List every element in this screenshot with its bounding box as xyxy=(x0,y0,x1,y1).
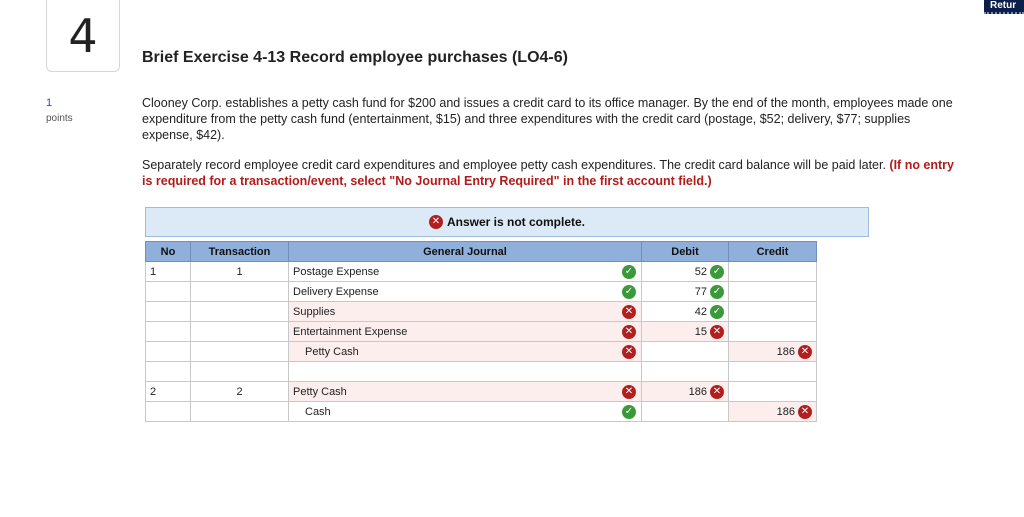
credit-value: 186 xyxy=(776,345,795,358)
answer-status-text: Answer is not complete. xyxy=(446,215,586,229)
check-circle-icon: ✓ xyxy=(622,285,636,299)
debit-value: 52 xyxy=(694,265,707,278)
journal-table xyxy=(145,241,817,422)
credit-field[interactable] xyxy=(729,382,817,402)
debit-field[interactable] xyxy=(642,282,729,302)
credit-field[interactable] xyxy=(729,282,817,302)
cell-transaction xyxy=(191,322,289,342)
cell-no: 1 xyxy=(146,262,191,282)
debit-field[interactable] xyxy=(642,322,729,342)
header-transaction: Transaction xyxy=(191,242,289,262)
cell-transaction xyxy=(191,282,289,302)
x-circle-icon: ✕ xyxy=(710,385,724,399)
account-field[interactable] xyxy=(289,342,642,362)
header-debit: Debit xyxy=(642,242,729,262)
account-field[interactable] xyxy=(289,282,642,302)
table-row xyxy=(146,382,817,402)
debit-value: 15 xyxy=(694,325,707,338)
x-circle-icon: ✕ xyxy=(622,325,636,339)
account-name: Petty Cash xyxy=(305,345,359,358)
table-row xyxy=(146,262,817,282)
cell-transaction xyxy=(191,302,289,322)
points-value: 1 xyxy=(46,97,53,109)
table-header-row xyxy=(146,242,817,262)
debit-value: 42 xyxy=(694,305,707,318)
cell-no xyxy=(146,282,191,302)
x-circle-icon: ✕ xyxy=(798,405,812,419)
cell-transaction: 2 xyxy=(191,382,289,402)
account-field[interactable] xyxy=(289,262,642,282)
exercise-paragraph-1: Clooney Corp. establishes a petty cash fund for $200 and issues a credit card to its office manager. By the end of the month, employees made one expenditure from the petty cash fund (entertainment, $15) and three expenditures with the credit card (postage, $52; delivery, $77; supplies expense, $42). xyxy=(142,96,953,142)
return-button[interactable]: Retur xyxy=(984,0,1024,14)
cell-transaction: 1 xyxy=(191,262,289,282)
check-circle-icon: ✓ xyxy=(710,305,724,319)
account-name: Supplies xyxy=(293,305,336,318)
points-label: points xyxy=(46,113,73,124)
debit-value: 77 xyxy=(694,285,707,298)
check-circle-icon: ✓ xyxy=(622,265,636,279)
cell-no xyxy=(146,402,191,422)
check-circle-icon: ✓ xyxy=(622,405,636,419)
x-circle-icon: ✕ xyxy=(622,305,636,319)
empty-cell xyxy=(146,362,191,382)
debit-field[interactable] xyxy=(642,382,729,402)
credit-field[interactable] xyxy=(729,342,817,362)
exercise-title: Brief Exercise 4-13 Record employee purchases (LO4-6) xyxy=(142,49,568,66)
check-circle-icon: ✓ xyxy=(710,285,724,299)
credit-field[interactable] xyxy=(729,322,817,342)
table-spacer-row xyxy=(146,362,817,382)
x-circle-icon: ✕ xyxy=(622,385,636,399)
question-number: 4 xyxy=(46,0,120,72)
account-name: Postage Expense xyxy=(293,265,380,278)
debit-field[interactable] xyxy=(642,302,729,322)
header-credit: Credit xyxy=(729,242,817,262)
debit-field[interactable] xyxy=(642,342,729,362)
x-circle-icon: ✕ xyxy=(429,215,443,229)
cell-no: 2 xyxy=(146,382,191,402)
account-name: Petty Cash xyxy=(293,385,347,398)
account-name: Delivery Expense xyxy=(293,285,379,298)
table-row xyxy=(146,342,817,362)
x-circle-icon: ✕ xyxy=(710,325,724,339)
cell-no xyxy=(146,302,191,322)
empty-cell xyxy=(729,362,817,382)
exercise-paragraph-2 xyxy=(142,157,962,189)
credit-field[interactable] xyxy=(729,302,817,322)
account-name: Entertainment Expense xyxy=(293,325,408,338)
debit-field[interactable] xyxy=(642,262,729,282)
account-field[interactable] xyxy=(289,382,642,402)
credit-field[interactable] xyxy=(729,262,817,282)
x-circle-icon: ✕ xyxy=(798,345,812,359)
cell-no xyxy=(146,322,191,342)
account-field[interactable] xyxy=(289,302,642,322)
table-row xyxy=(146,302,817,322)
cell-no xyxy=(146,342,191,362)
account-name: Cash xyxy=(305,405,331,418)
empty-cell xyxy=(289,362,642,382)
check-circle-icon: ✓ xyxy=(710,265,724,279)
journal-body xyxy=(146,262,817,422)
table-row xyxy=(146,282,817,302)
answer-status-bar xyxy=(145,207,869,237)
x-circle-icon: ✕ xyxy=(622,345,636,359)
cell-transaction xyxy=(191,342,289,362)
header-no: No xyxy=(146,242,191,262)
credit-value: 186 xyxy=(776,405,795,418)
cell-transaction xyxy=(191,402,289,422)
credit-field[interactable] xyxy=(729,402,817,422)
empty-cell xyxy=(642,362,729,382)
instruction-warning: (If no entry is required for a transaction/event, select "No Journal Entry Required" in the first account field.) xyxy=(142,158,955,188)
debit-value: 186 xyxy=(688,385,707,398)
account-field[interactable] xyxy=(289,322,642,342)
table-row xyxy=(146,322,817,342)
table-row xyxy=(146,402,817,422)
account-field[interactable] xyxy=(289,402,642,422)
debit-field[interactable] xyxy=(642,402,729,422)
header-general-journal: General Journal xyxy=(289,242,642,262)
instruction-text: Separately record employee credit card expenditures and employee petty cash expenditures. The credit card balance will be paid later. xyxy=(142,158,890,172)
empty-cell xyxy=(191,362,289,382)
